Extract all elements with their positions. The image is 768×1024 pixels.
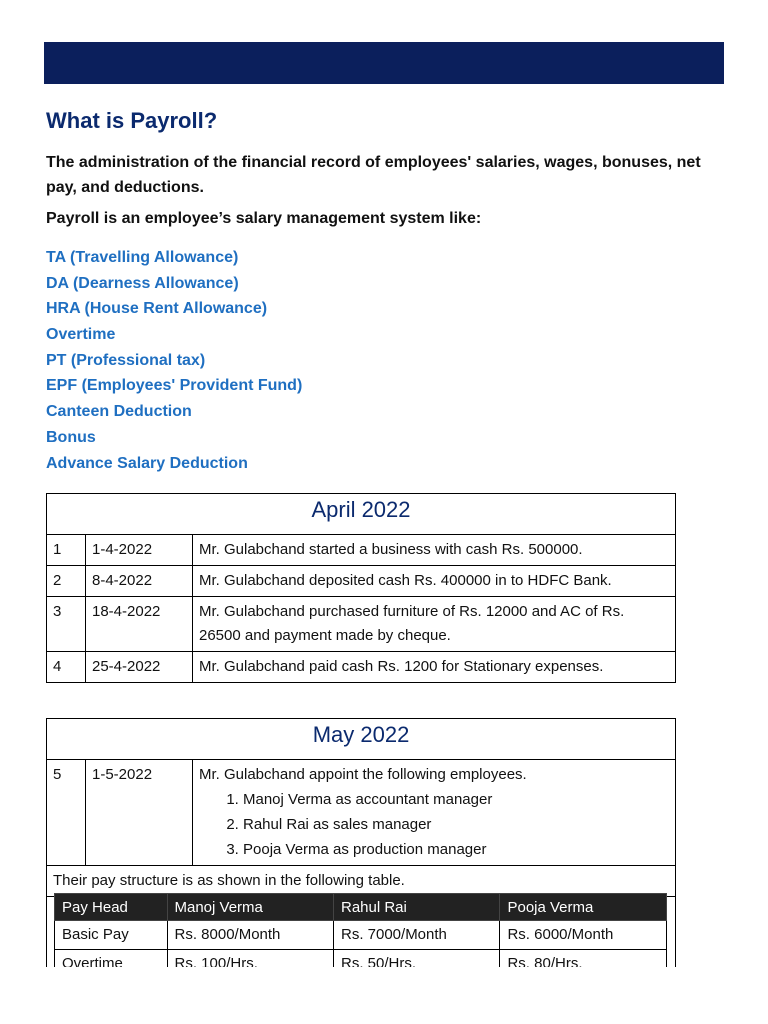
allowance-list <box>46 245 302 476</box>
table-header-row <box>55 894 667 921</box>
table-cell: Rs. 50/Hrs. <box>333 950 499 968</box>
allowance-item: Advance Salary Deduction <box>46 454 248 472</box>
allowance-item: TA (Travelling Allowance) <box>46 249 239 266</box>
pay-structure-note: Their pay structure is as shown in the following table. <box>47 866 676 897</box>
table-cell: Basic Pay <box>55 921 168 950</box>
intro-paragraph-2: Payroll is an employee’s salary management system like: <box>46 210 482 227</box>
entry-number: 1 <box>47 535 86 566</box>
employee-item: 1. Manoj Verma as accountant manager <box>243 787 669 812</box>
table-row <box>47 535 676 566</box>
april-title: April 2022 <box>47 494 676 535</box>
entry-description: Mr. Gulabchand purchased furniture of Rs. 12000 and AC of Rs. 26500 and payment made by cheque. <box>193 597 676 652</box>
entry-description: Mr. Gulabchand started a business with cash Rs. 500000. <box>193 535 676 566</box>
page-title: What is Payroll? <box>46 108 218 133</box>
intro-paragraph: The administration of the financial record of employees' salaries, wages, bonuses, net pay, and deductions. <box>46 154 701 196</box>
employee-item: 3. Pooja Verma as production manager <box>243 837 669 862</box>
header-banner <box>44 42 724 84</box>
entry-description: Mr. Gulabchand appoint the following employees. <box>199 766 527 783</box>
entry-number: 5 <box>47 760 86 866</box>
entry-date: 1-5-2022 <box>86 760 193 866</box>
entry-number: 3 <box>47 597 86 652</box>
allowance-item: Bonus <box>46 428 96 446</box>
allowance-item: Overtime <box>46 326 116 344</box>
table-row <box>55 950 667 968</box>
column-header: Pooja Verma <box>500 894 667 921</box>
column-header: Manoj Verma <box>167 894 333 921</box>
entry-description: Mr. Gulabchand paid cash Rs. 1200 for Stationary expenses. <box>193 652 676 683</box>
employee-list <box>199 787 669 862</box>
table-cell: Rs. 6000/Month <box>500 921 667 950</box>
table-cell: Overtime <box>55 950 168 968</box>
allowance-item: PT (Professional tax) <box>46 351 206 369</box>
table-row <box>47 597 676 652</box>
entry-number: 4 <box>47 652 86 683</box>
employee-item: 2. Rahul Rai as sales manager <box>243 812 669 837</box>
entry-number: 2 <box>47 566 86 597</box>
april-table <box>46 493 676 683</box>
table-cell: Rs. 8000/Month <box>167 921 333 950</box>
table-row <box>55 921 667 950</box>
table-row <box>47 760 676 866</box>
column-header: Rahul Rai <box>333 894 499 921</box>
allowance-item: EPF (Employees' Provident Fund) <box>46 377 303 395</box>
allowance-item: Canteen Deduction <box>46 403 192 421</box>
may-table <box>46 718 676 897</box>
entry-description: Mr. Gulabchand deposited cash Rs. 400000 in to HDFC Bank. <box>193 566 676 597</box>
entry-date: 1-4-2022 <box>86 535 193 566</box>
table-cell: Rs. 80/Hrs. <box>500 950 667 968</box>
allowance-item: DA (Dearness Allowance) <box>46 274 239 292</box>
entry-description-cell <box>193 760 676 866</box>
table-row <box>47 652 676 683</box>
allowance-item: HRA (House Rent Allowance) <box>46 300 268 318</box>
pay-table-wrapper <box>46 889 676 967</box>
column-header: Pay Head <box>55 894 168 921</box>
entry-date: 8-4-2022 <box>86 566 193 597</box>
entry-date: 25-4-2022 <box>86 652 193 683</box>
table-cell: Rs. 7000/Month <box>333 921 499 950</box>
entry-date: 18-4-2022 <box>86 597 193 652</box>
table-row <box>47 566 676 597</box>
pay-structure-table <box>54 893 667 967</box>
table-cell: Rs. 100/Hrs. <box>167 950 333 968</box>
may-title: May 2022 <box>47 719 676 760</box>
